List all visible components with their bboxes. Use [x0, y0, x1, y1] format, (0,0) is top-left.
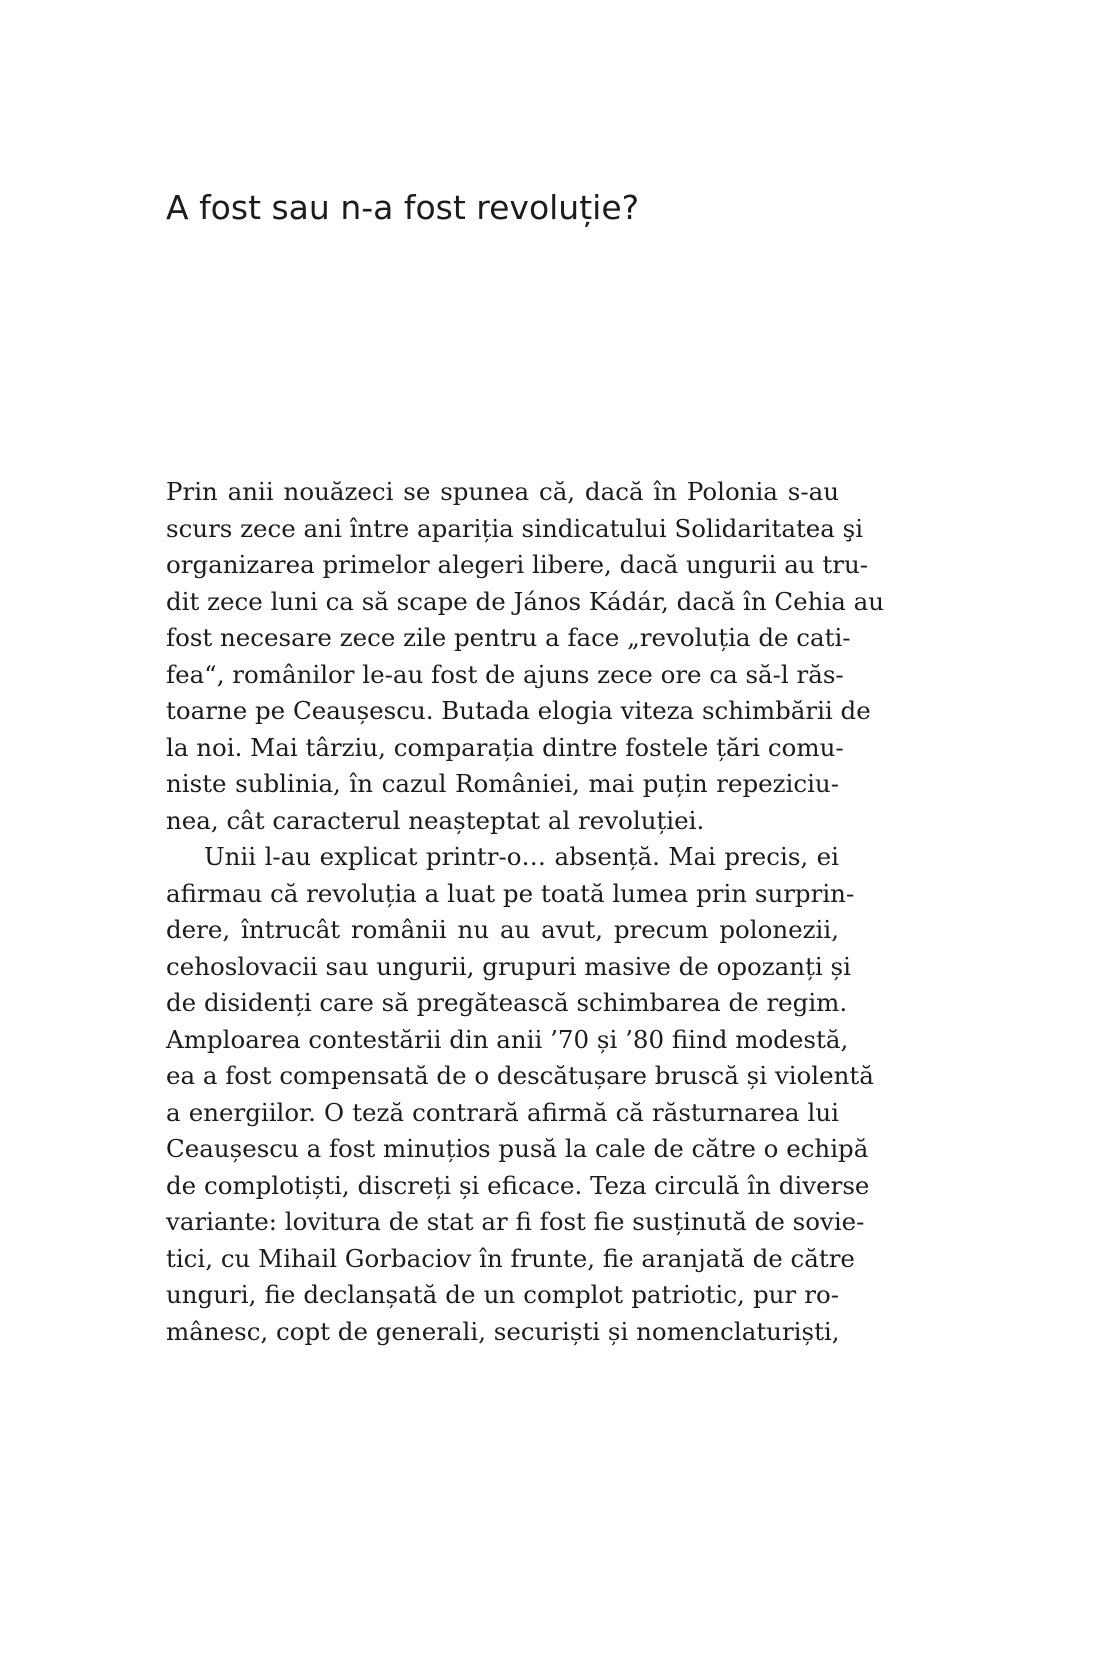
- text-line: fost necesare zece zile pentru a face „revoluția de cati-: [166, 623, 851, 652]
- text-line: de complotiști, discreți și eficace. Teza circulă în diverse: [166, 1170, 870, 1200]
- text-line: tici, cu Mihail Gorbaciov în frunte, fie aranjată de către: [166, 1243, 855, 1273]
- text-line: niste sublinia, în cazul României, mai puțin repeziciu-: [166, 769, 839, 798]
- text-line: scurs zece ani între apariția sindicatului Solidaritatea şi: [166, 513, 864, 543]
- text-line: organizarea primelor alegeri libere, dacă ungurii au tru-: [166, 550, 869, 579]
- text-line: afirmau că revoluția a luat pe toată lumea prin surprin-: [166, 878, 855, 908]
- chapter-title: A fost sau n-a fost revoluție?: [166, 188, 640, 227]
- text-line: de disidenți care să pregătească schimbarea de regim.: [166, 988, 848, 1017]
- body-text: [166, 474, 885, 1350]
- text-line: unguri, fie declanșată de un complot patriotic, pur ro-: [166, 1280, 839, 1309]
- text-line: Amploarea contestării din anii ’70 și ’80 fiind modestă,: [166, 1024, 849, 1054]
- text-line: mânesc, copt de generali, securiști și nomenclaturiști,: [166, 1316, 840, 1346]
- text-line: a energiilor. O teză contrară afirmă că răsturnarea lui: [166, 1097, 839, 1127]
- paragraph-2: [166, 839, 874, 1350]
- text-line: la noi. Mai târziu, comparația dintre fostele țări comu-: [166, 732, 844, 762]
- text-line: nea, cât caracterul neașteptat al revoluției.: [166, 805, 705, 835]
- text-line: dere, întrucât românii nu au avut, precum polonezii,: [166, 915, 839, 944]
- text-line: toarne pe Ceaușescu. Butada elogia viteza schimbării de: [166, 696, 871, 725]
- text-line: dit zece luni ca să scape de János Kádár, dacă în Cehia au: [166, 586, 885, 616]
- paragraph-1: [166, 474, 885, 839]
- text-line: ea a fost compensată de o descătușare bruscă și violentă: [166, 1061, 874, 1090]
- text-line: Ceaușescu a fost minuțios pusă la cale de către o echipă: [166, 1134, 869, 1163]
- text-line: cehoslovacii sau ungurii, grupuri masive de opozanți și: [166, 951, 851, 981]
- text-line: Prin anii nouăzeci se spunea că, dacă în Polonia s-au: [166, 477, 839, 506]
- text-line: Unii l-au explicat printr-o… absență. Mai precis, ei: [204, 842, 839, 871]
- text-line: variante: lovitura de stat ar fi fost fie susținută de sovie-: [166, 1207, 865, 1236]
- text-line: fea“, românilor le-au fost de ajuns zece ore ca să-l răs-: [166, 659, 844, 689]
